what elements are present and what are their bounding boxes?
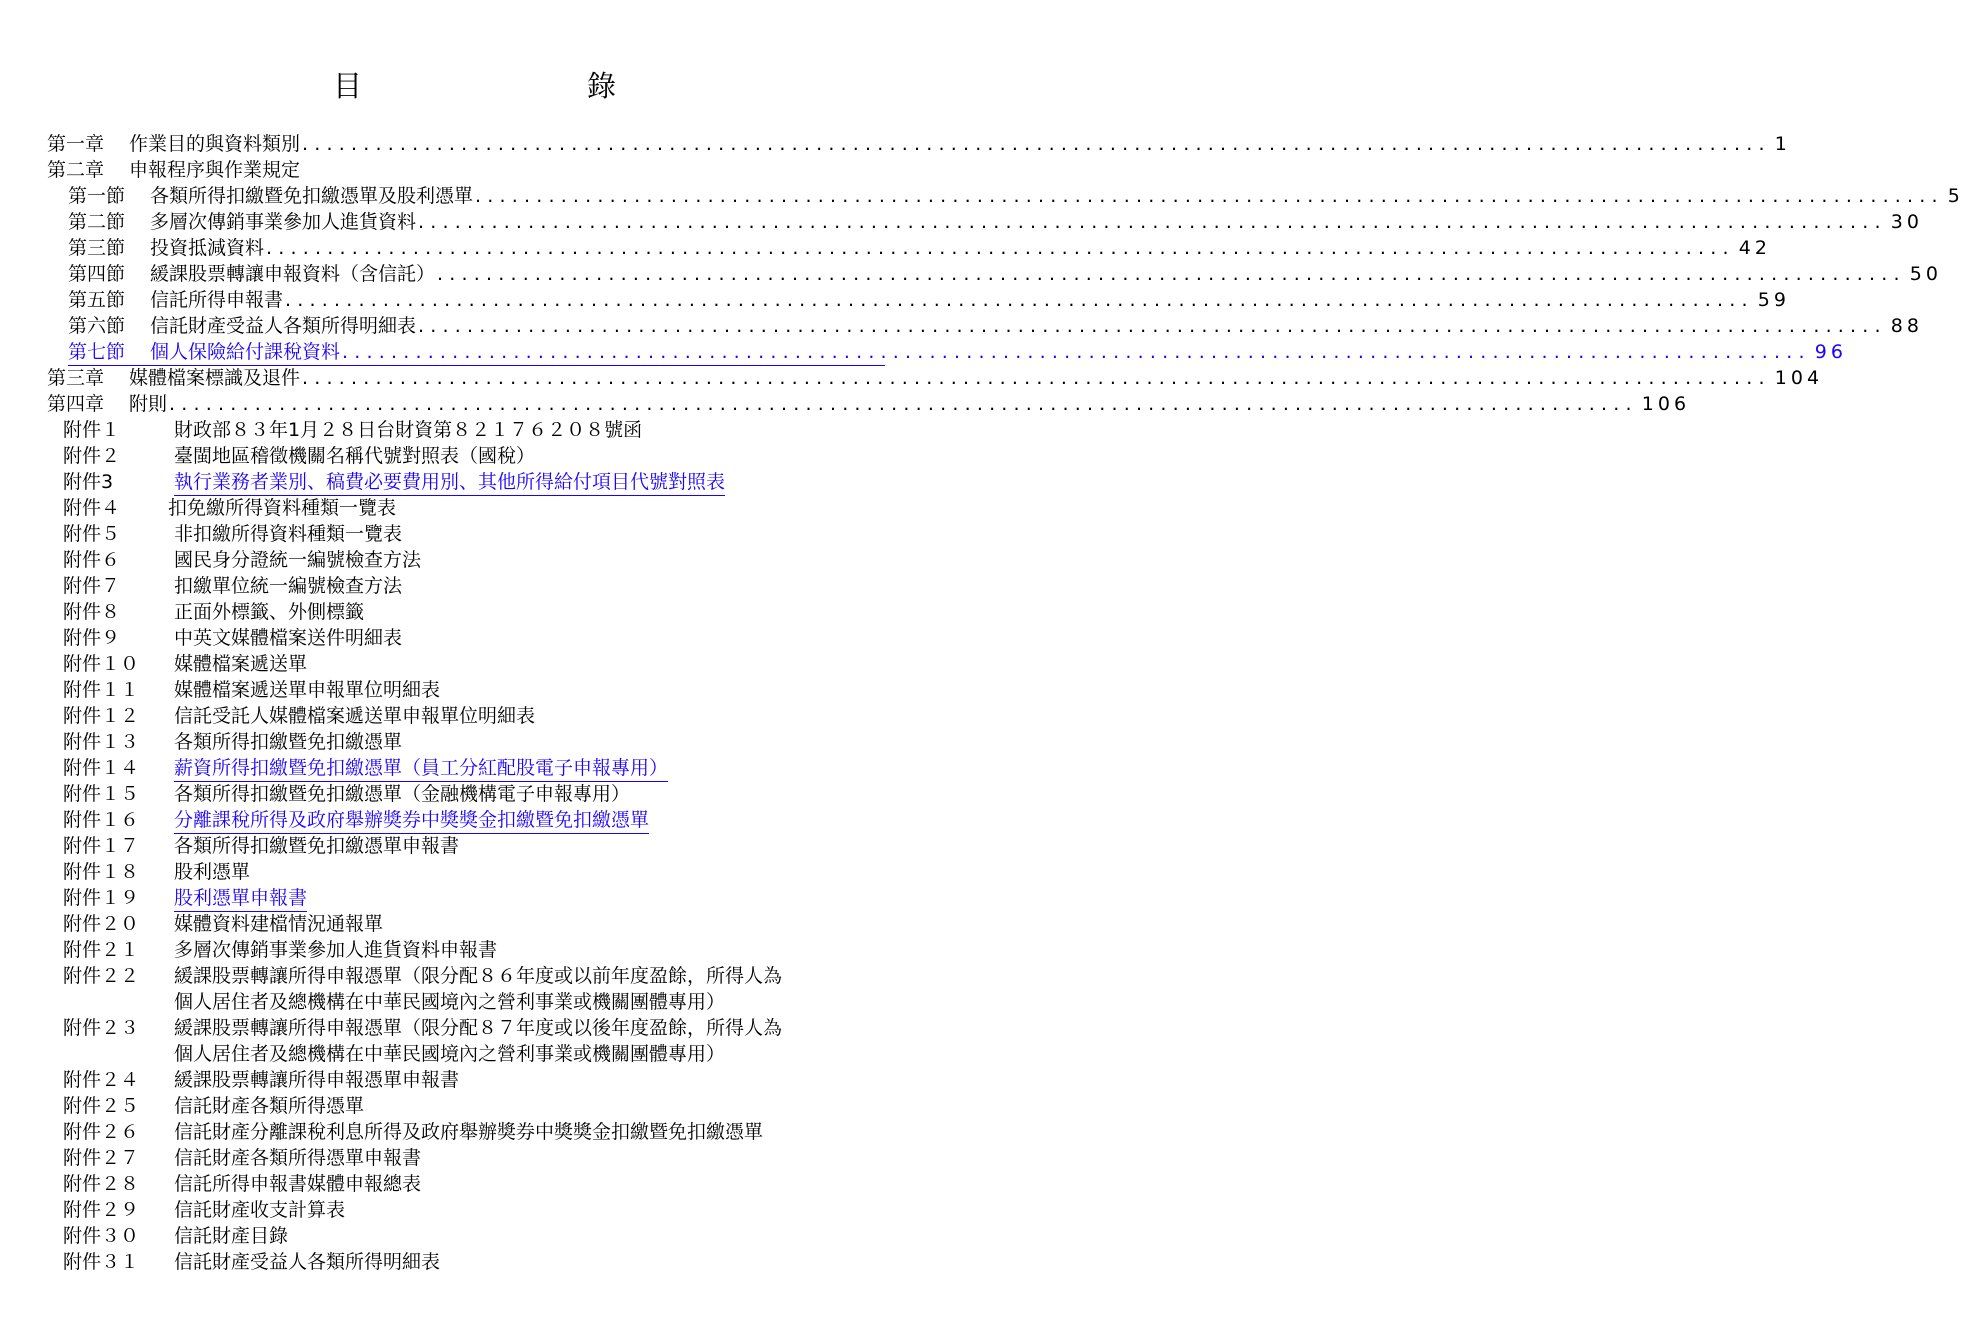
attachment-title: 正面外標籤、外側標籤 bbox=[174, 601, 365, 623]
dot-leader: ........................................................................................................................ bbox=[418, 315, 1887, 337]
attachment-list bbox=[0, 417, 950, 1275]
toc-entry-title: 附則 bbox=[129, 393, 168, 415]
toc-chapter-entry bbox=[47, 157, 950, 183]
dot-leader: ........................................................................................................................ bbox=[285, 289, 1754, 311]
toc-entry-title: 各類所得扣繳暨免扣繳憑單及股利憑單 bbox=[150, 185, 474, 207]
toc-page-number: 5 bbox=[1947, 185, 1964, 207]
attachment-title: 非扣繳所得資料種類一覽表 bbox=[174, 523, 403, 545]
attachment-item[interactable] bbox=[0, 755, 950, 781]
attachment-item bbox=[0, 1067, 950, 1093]
toc-entry-title: 投資抵減資料 bbox=[150, 237, 265, 259]
toc-entry-number: 第三章 bbox=[47, 367, 105, 389]
attachment-item bbox=[0, 625, 950, 651]
dot-leader: ........................................................................................................................ bbox=[302, 133, 1771, 155]
toc-entry-number: 第六節 bbox=[68, 315, 126, 337]
table-of-contents bbox=[0, 131, 1964, 417]
attachment-item bbox=[0, 963, 950, 989]
toc-entry-number: 第四章 bbox=[47, 393, 105, 415]
attachment-item bbox=[0, 729, 950, 755]
attachment-title: 扣繳單位統一編號檢查方法 bbox=[174, 575, 403, 597]
toc-entry-number: 第二節 bbox=[68, 211, 126, 233]
attachment-title: 緩課股票轉讓所得申報憑單（限分配８７年度或以後年度盈餘，所得人為 bbox=[174, 1017, 783, 1039]
toc-section-entry[interactable] bbox=[68, 339, 1847, 365]
attachment-title: 信託財產收支計算表 bbox=[174, 1199, 346, 1221]
attachment-title-continued: 個人居住者及總機構在中華民國境內之營利事業或機關團體專用） bbox=[174, 1043, 726, 1065]
attachment-label: 附件２８ bbox=[63, 1173, 140, 1195]
attachment-title: 緩課股票轉讓所得申報憑單（限分配８６年度或以前年度盈餘，所得人為 bbox=[174, 965, 783, 987]
attachment-title: 信託財產各類所得憑單 bbox=[174, 1095, 365, 1117]
attachment-item bbox=[0, 1145, 950, 1171]
attachment-label: 附件３０ bbox=[63, 1225, 140, 1247]
attachment-title: 信託財產目錄 bbox=[174, 1225, 289, 1247]
attachment-title: 信託財產分離課稅利息所得及政府舉辦獎券中獎獎金扣繳暨免扣繳憑單 bbox=[174, 1121, 764, 1143]
attachment-label: 附件１２ bbox=[63, 705, 140, 727]
attachment-label: 附件１８ bbox=[63, 861, 140, 883]
attachment-item bbox=[0, 495, 950, 521]
attachment-title: 臺閩地區稽徵機關名稱代號對照表（國稅） bbox=[174, 445, 536, 467]
attachment-label: 附件８ bbox=[63, 601, 121, 623]
toc-entry-title: 媒體檔案標識及退件 bbox=[129, 367, 301, 389]
attachment-title: 中英文媒體檔案送件明細表 bbox=[174, 627, 403, 649]
attachment-label: 附件１９ bbox=[63, 887, 140, 909]
title-char-1: 目 bbox=[333, 69, 363, 103]
attachment-label: 附件１１ bbox=[63, 679, 140, 701]
toc-entry-number: 第五節 bbox=[68, 289, 126, 311]
attachment-label: 附件１０ bbox=[63, 653, 140, 675]
attachment-label: 附件２９ bbox=[63, 1199, 140, 1221]
attachment-title: 各類所得扣繳暨免扣繳憑單 bbox=[174, 731, 403, 753]
toc-page-number: 42 bbox=[1738, 237, 1771, 259]
attachment-label: 附件２４ bbox=[63, 1069, 140, 1091]
attachment-item bbox=[0, 703, 950, 729]
attachment-title: 多層次傳銷事業參加人進貨資料申報書 bbox=[174, 939, 498, 961]
toc-entry-number: 第四節 bbox=[68, 263, 126, 285]
attachment-item bbox=[0, 677, 950, 703]
title-char-2: 錄 bbox=[587, 69, 617, 103]
dot-leader: ........................................................................................................................ bbox=[169, 393, 1638, 415]
attachment-title: 各類所得扣繳暨免扣繳憑單（金融機構電子申報專用） bbox=[174, 783, 631, 805]
attachment-title: 信託受託人媒體檔案遞送單申報單位明細表 bbox=[174, 705, 536, 727]
toc-page-number: 50 bbox=[1909, 263, 1942, 285]
toc-section-entry bbox=[68, 183, 1964, 209]
attachment-title-continued: 個人居住者及總機構在中華民國境內之營利事業或機關團體專用） bbox=[174, 991, 726, 1013]
attachment-item bbox=[0, 1093, 950, 1119]
attachment-label: 附件２２ bbox=[63, 965, 140, 987]
toc-page-number: 59 bbox=[1757, 289, 1790, 311]
toc-section-entry bbox=[68, 261, 1942, 287]
toc-section-entry bbox=[68, 313, 1923, 339]
toc-section-entry bbox=[68, 235, 1771, 261]
toc-entry-number: 第三節 bbox=[68, 237, 126, 259]
toc-entry-title: 個人保險給付課稅資料 bbox=[150, 341, 341, 363]
attachment-title: 信託財產各類所得憑單申報書 bbox=[174, 1147, 422, 1169]
attachment-item bbox=[0, 443, 950, 469]
attachment-label: 附件７ bbox=[63, 575, 121, 597]
attachment-item[interactable] bbox=[0, 885, 950, 911]
attachment-label: 附件２６ bbox=[63, 1121, 140, 1143]
attachment-label: 附件２７ bbox=[63, 1147, 140, 1169]
attachment-label: 附件２３ bbox=[63, 1017, 140, 1039]
attachment-item[interactable] bbox=[0, 807, 950, 833]
toc-page-number: 1 bbox=[1774, 133, 1791, 155]
toc-entry-number: 第二章 bbox=[47, 159, 105, 181]
attachment-label: 附件１３ bbox=[63, 731, 140, 753]
toc-page-number: 88 bbox=[1890, 315, 1923, 337]
toc-chapter-entry bbox=[47, 365, 1824, 391]
attachment-link[interactable]: 薪資所得扣繳暨免扣繳憑單（員工分紅配股電子申報專用） bbox=[174, 755, 668, 782]
toc-entry-number: 第一章 bbox=[47, 133, 105, 155]
attachment-title: 國民身分證統一編號檢查方法 bbox=[174, 549, 422, 571]
toc-page-number: 30 bbox=[1890, 211, 1923, 233]
toc-chapter-entry bbox=[47, 391, 1691, 417]
attachment-title: 信託財產受益人各類所得明細表 bbox=[174, 1251, 441, 1273]
attachment-item bbox=[0, 417, 950, 443]
dot-leader: ........................................................................................................................ bbox=[418, 211, 1887, 233]
attachment-item bbox=[0, 521, 950, 547]
toc-entry-number: 第一節 bbox=[68, 185, 126, 207]
toc-page-number: 104 bbox=[1774, 367, 1824, 389]
attachment-item bbox=[0, 573, 950, 599]
toc-page-number: 106 bbox=[1641, 393, 1691, 415]
attachment-item bbox=[0, 911, 950, 937]
attachment-label: 附件１ bbox=[63, 419, 121, 441]
attachment-title: 扣免繳所得資料種類一覽表 bbox=[168, 497, 397, 519]
attachment-item[interactable] bbox=[0, 469, 950, 495]
attachment-item bbox=[0, 1015, 950, 1041]
attachment-title: 緩課股票轉讓所得申報憑單申報書 bbox=[174, 1069, 460, 1091]
attachment-item bbox=[0, 1249, 950, 1275]
attachment-title: 財政部８３年1月２８日台財資第８２１７６２０８號函 bbox=[174, 419, 643, 441]
attachment-title: 各類所得扣繳暨免扣繳憑單申報書 bbox=[174, 835, 460, 857]
toc-entry-title: 信託所得申報書 bbox=[150, 289, 284, 311]
dot-leader: ........................................................................................................................ bbox=[437, 263, 1906, 285]
attachment-item bbox=[0, 1171, 950, 1197]
attachment-label: 附件１６ bbox=[63, 809, 140, 831]
attachment-label: 附件２１ bbox=[63, 939, 140, 961]
attachment-item bbox=[0, 833, 950, 859]
toc-chapter-entry bbox=[47, 131, 1791, 157]
attachment-label: 附件３１ bbox=[63, 1251, 140, 1273]
toc-entry-title: 信託財產受益人各類所得明細表 bbox=[150, 315, 417, 337]
attachment-label: 附件１７ bbox=[63, 835, 140, 857]
attachment-title: 媒體檔案遞送單 bbox=[174, 653, 308, 675]
attachment-label: 附件６ bbox=[63, 549, 121, 571]
toc-entry-title: 多層次傳銷事業參加人進貨資料 bbox=[150, 211, 417, 233]
attachment-item bbox=[0, 1197, 950, 1223]
attachment-link[interactable]: 分離課稅所得及政府舉辦獎券中獎獎金扣繳暨免扣繳憑單 bbox=[174, 807, 649, 834]
attachment-item bbox=[0, 1223, 950, 1249]
dot-leader: ........................................................................................................................ bbox=[342, 341, 1811, 363]
attachment-item bbox=[0, 599, 950, 625]
attachment-item bbox=[0, 651, 950, 677]
attachment-label: 附件２ bbox=[63, 445, 121, 467]
toc-entry-title: 緩課股票轉讓申報資料（含信託） bbox=[150, 263, 436, 285]
attachment-title: 信託所得申報書媒體申報總表 bbox=[174, 1173, 422, 1195]
attachment-item bbox=[0, 937, 950, 963]
toc-section-entry bbox=[68, 287, 1790, 313]
attachment-item-continuation bbox=[0, 989, 950, 1015]
attachment-item-continuation bbox=[0, 1041, 950, 1067]
toc-entry-number: 第七節 bbox=[68, 341, 126, 363]
attachment-label: 附件１５ bbox=[63, 783, 140, 805]
attachment-title: 媒體資料建檔情況通報單 bbox=[174, 913, 384, 935]
attachment-label: 附件９ bbox=[63, 627, 121, 649]
toc-entry-title: 申報程序與作業規定 bbox=[129, 159, 301, 181]
attachment-link[interactable]: 股利憑單申報書 bbox=[174, 885, 307, 912]
attachment-label: 附件１４ bbox=[63, 757, 140, 779]
dot-leader: ........................................................................................................................ bbox=[266, 237, 1735, 259]
attachment-label: 附件２０ bbox=[63, 913, 140, 935]
attachment-label: 附件５ bbox=[63, 523, 121, 545]
toc-page-number: 96 bbox=[1814, 341, 1847, 363]
attachment-link[interactable]: 執行業務者業別、稿費必要費用別、其他所得給付項目代號對照表 bbox=[174, 469, 725, 496]
toc-entry-title: 作業目的與資料類別 bbox=[129, 133, 301, 155]
toc-section-entry bbox=[68, 209, 1923, 235]
attachment-label: 附件２５ bbox=[63, 1095, 140, 1117]
dot-leader: ........................................................................................................................ bbox=[302, 367, 1771, 389]
attachment-title: 媒體檔案遞送單申報單位明細表 bbox=[174, 679, 441, 701]
attachment-title: 股利憑單 bbox=[174, 861, 251, 883]
attachment-label: 附件3 bbox=[63, 471, 114, 493]
attachment-item bbox=[0, 1119, 950, 1145]
page-title bbox=[0, 66, 950, 106]
attachment-item bbox=[0, 859, 950, 885]
attachment-label: 附件４ bbox=[63, 497, 121, 519]
dot-leader: ........................................................................................................................ bbox=[475, 185, 1944, 207]
attachment-item bbox=[0, 781, 950, 807]
attachment-item bbox=[0, 547, 950, 573]
